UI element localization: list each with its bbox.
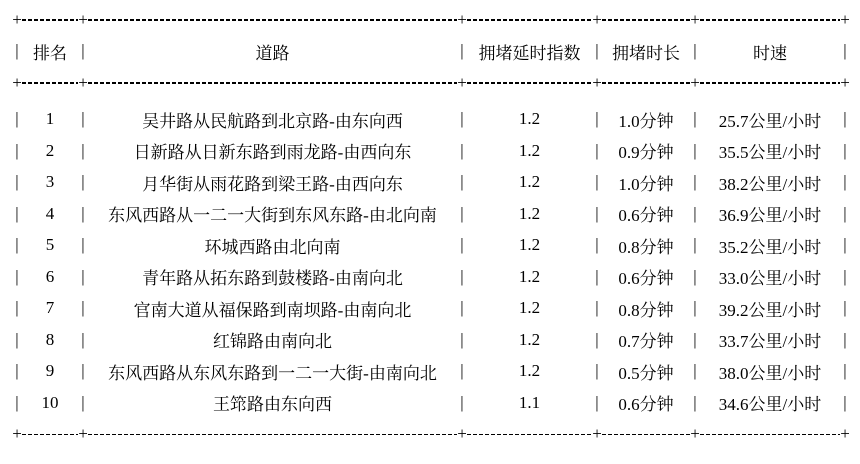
table-row (0, 230, 860, 262)
column-separator: | (843, 235, 847, 255)
column-separator: | (595, 392, 599, 412)
border-dash (22, 82, 78, 84)
column-separator: | (460, 361, 464, 381)
table-row (0, 135, 860, 167)
column-separator: | (693, 109, 697, 129)
column-separator: | (843, 361, 847, 381)
cell-road: 环城西路由北向南 (204, 237, 341, 257)
cell-rank: 9 (45, 361, 55, 381)
cell-speed: 33.0公里/小时 (718, 269, 822, 289)
border-plus: + (592, 424, 602, 444)
border-plus: + (78, 72, 88, 92)
column-separator: | (843, 329, 847, 349)
cell-speed: 34.6公里/小时 (718, 395, 822, 415)
table-header-row (0, 36, 860, 68)
cell-duration: 0.6分钟 (618, 269, 674, 289)
border-dash (88, 82, 457, 84)
cell-speed: 35.5公里/小时 (718, 143, 822, 163)
border-plus: + (457, 424, 467, 444)
cell-road: 吴井路从民航路到北京路-由东向西 (142, 111, 403, 131)
table-border-header (0, 67, 860, 99)
border-dash (467, 434, 592, 436)
column-separator: | (595, 140, 599, 160)
border-dash (602, 434, 690, 436)
table-border-bottom (0, 419, 860, 451)
cell-road: 东风西路从东风东路到一二一大街-由南向北 (108, 363, 437, 383)
column-separator: | (693, 266, 697, 286)
column-separator: | (595, 361, 599, 381)
border-plus: + (840, 72, 850, 92)
column-separator: | (460, 109, 464, 129)
header-cell-road: 道路 (255, 43, 290, 63)
column-separator: | (693, 392, 697, 412)
table-row (0, 387, 860, 419)
column-separator: | (595, 266, 599, 286)
table-border-top (0, 4, 860, 36)
column-separator: | (81, 298, 85, 318)
cell-road: 青年路从拓东路到鼓楼路-由南向北 (142, 269, 403, 289)
cell-road: 日新路从日新东路到雨龙路-由西向东 (133, 143, 412, 163)
cell-index: 1.1 (518, 392, 541, 412)
cell-index: 1.2 (518, 235, 541, 255)
cell-road: 王筇路由东向西 (213, 395, 332, 415)
cell-speed: 35.2公里/小时 (718, 237, 822, 257)
border-dash (602, 82, 690, 84)
column-separator: | (843, 41, 847, 61)
cell-rank: 1 (45, 109, 55, 129)
cell-index: 1.2 (518, 361, 541, 381)
column-separator: | (81, 266, 85, 286)
border-plus: + (78, 9, 88, 29)
border-dash (22, 434, 78, 436)
cell-index: 1.2 (518, 109, 541, 129)
column-separator: | (693, 41, 697, 61)
column-separator: | (15, 172, 19, 192)
border-dash (700, 19, 840, 21)
border-dash (467, 82, 592, 84)
cell-rank: 2 (45, 140, 55, 160)
border-dash (700, 434, 840, 436)
border-plus: + (12, 72, 22, 92)
column-separator: | (693, 172, 697, 192)
column-separator: | (843, 172, 847, 192)
cell-duration: 0.8分钟 (618, 300, 674, 320)
cell-index: 1.2 (518, 172, 541, 192)
table-row (0, 167, 860, 199)
cell-rank: 6 (45, 266, 55, 286)
column-separator: | (595, 235, 599, 255)
column-separator: | (460, 41, 464, 61)
border-dash (22, 19, 78, 21)
table-row (0, 198, 860, 230)
column-separator: | (595, 41, 599, 61)
cell-rank: 8 (45, 329, 55, 349)
cell-speed: 38.2公里/小时 (718, 174, 822, 194)
column-separator: | (693, 298, 697, 318)
table-row (0, 261, 860, 293)
column-separator: | (843, 140, 847, 160)
border-dash (467, 19, 592, 21)
border-dash (88, 434, 457, 436)
column-separator: | (15, 266, 19, 286)
border-plus: + (12, 424, 22, 444)
column-separator: | (81, 140, 85, 160)
column-separator: | (15, 140, 19, 160)
column-separator: | (460, 172, 464, 192)
cell-speed: 25.7公里/小时 (718, 111, 822, 131)
column-separator: | (15, 203, 19, 223)
cell-rank: 3 (45, 172, 55, 192)
cell-duration: 1.0分钟 (618, 174, 674, 194)
header-cell-duration: 拥堵时长 (612, 43, 680, 63)
column-separator: | (460, 235, 464, 255)
cell-rank: 5 (45, 235, 55, 255)
column-separator: | (595, 109, 599, 129)
column-separator: | (460, 329, 464, 349)
column-separator: | (693, 140, 697, 160)
column-separator: | (595, 203, 599, 223)
border-dash (700, 82, 840, 84)
cell-duration: 0.5分钟 (618, 363, 674, 383)
border-plus: + (592, 9, 602, 29)
column-separator: | (81, 392, 85, 412)
column-separator: | (843, 298, 847, 318)
cell-index: 1.2 (518, 298, 541, 318)
cell-duration: 0.9分钟 (618, 143, 674, 163)
column-separator: | (460, 140, 464, 160)
column-separator: | (693, 329, 697, 349)
border-plus: + (457, 9, 467, 29)
column-separator: | (15, 329, 19, 349)
header-cell-rank: 排名 (33, 43, 67, 63)
column-separator: | (460, 266, 464, 286)
border-dash (88, 19, 457, 21)
cell-speed: 38.0公里/小时 (718, 363, 822, 383)
cell-road: 官南大道从福保路到南坝路-由南向北 (133, 300, 412, 320)
cell-index: 1.2 (518, 266, 541, 286)
cell-rank: 7 (45, 298, 55, 318)
cell-index: 1.2 (518, 203, 541, 223)
column-separator: | (81, 203, 85, 223)
cell-road: 月华街从雨花路到梁王路-由西向东 (142, 174, 403, 194)
border-plus: + (690, 72, 700, 92)
column-separator: | (15, 109, 19, 129)
column-separator: | (460, 298, 464, 318)
cell-speed: 39.2公里/小时 (718, 300, 822, 320)
border-plus: + (592, 72, 602, 92)
column-separator: | (15, 41, 19, 61)
column-separator: | (595, 172, 599, 192)
column-separator: | (81, 361, 85, 381)
border-plus: + (457, 72, 467, 92)
header-cell-index: 拥堵延时指数 (478, 43, 581, 63)
cell-speed: 36.9公里/小时 (718, 206, 822, 226)
cell-rank: 10 (41, 392, 59, 412)
border-plus: + (840, 9, 850, 29)
cell-duration: 0.6分钟 (618, 206, 674, 226)
column-separator: | (595, 298, 599, 318)
cell-rank: 4 (45, 203, 55, 223)
column-separator: | (15, 392, 19, 412)
cell-index: 1.2 (518, 329, 541, 349)
border-dash (602, 19, 690, 21)
border-plus: + (12, 9, 22, 29)
header-cell-speed: 时速 (753, 43, 787, 63)
column-separator: | (15, 361, 19, 381)
border-plus: + (690, 9, 700, 29)
column-separator: | (693, 361, 697, 381)
column-separator: | (81, 329, 85, 349)
column-separator: | (81, 172, 85, 192)
column-separator: | (15, 298, 19, 318)
table-row (0, 293, 860, 325)
column-separator: | (81, 235, 85, 255)
cell-duration: 1.0分钟 (618, 111, 674, 131)
border-plus: + (78, 424, 88, 444)
cell-road: 红锦路由南向北 (213, 332, 332, 352)
table-row (0, 104, 860, 136)
table-body (0, 104, 860, 419)
border-plus: + (690, 424, 700, 444)
table-row (0, 324, 860, 356)
column-separator: | (693, 235, 697, 255)
border-plus: + (840, 424, 850, 444)
column-separator: | (693, 203, 697, 223)
column-separator: | (460, 392, 464, 412)
column-separator: | (843, 109, 847, 129)
cell-road: 东风西路从一二一大街到东风东路-由北向南 (108, 206, 437, 226)
column-separator: | (595, 329, 599, 349)
cell-speed: 33.7公里/小时 (718, 332, 822, 352)
column-separator: | (81, 109, 85, 129)
column-separator: | (460, 203, 464, 223)
cell-index: 1.2 (518, 140, 541, 160)
cell-duration: 0.8分钟 (618, 237, 674, 257)
cell-duration: 0.6分钟 (618, 395, 674, 415)
column-separator: | (15, 235, 19, 255)
table-row (0, 356, 860, 388)
column-separator: | (843, 266, 847, 286)
column-separator: | (843, 392, 847, 412)
column-separator: | (81, 41, 85, 61)
cell-duration: 0.7分钟 (618, 332, 674, 352)
column-separator: | (843, 203, 847, 223)
